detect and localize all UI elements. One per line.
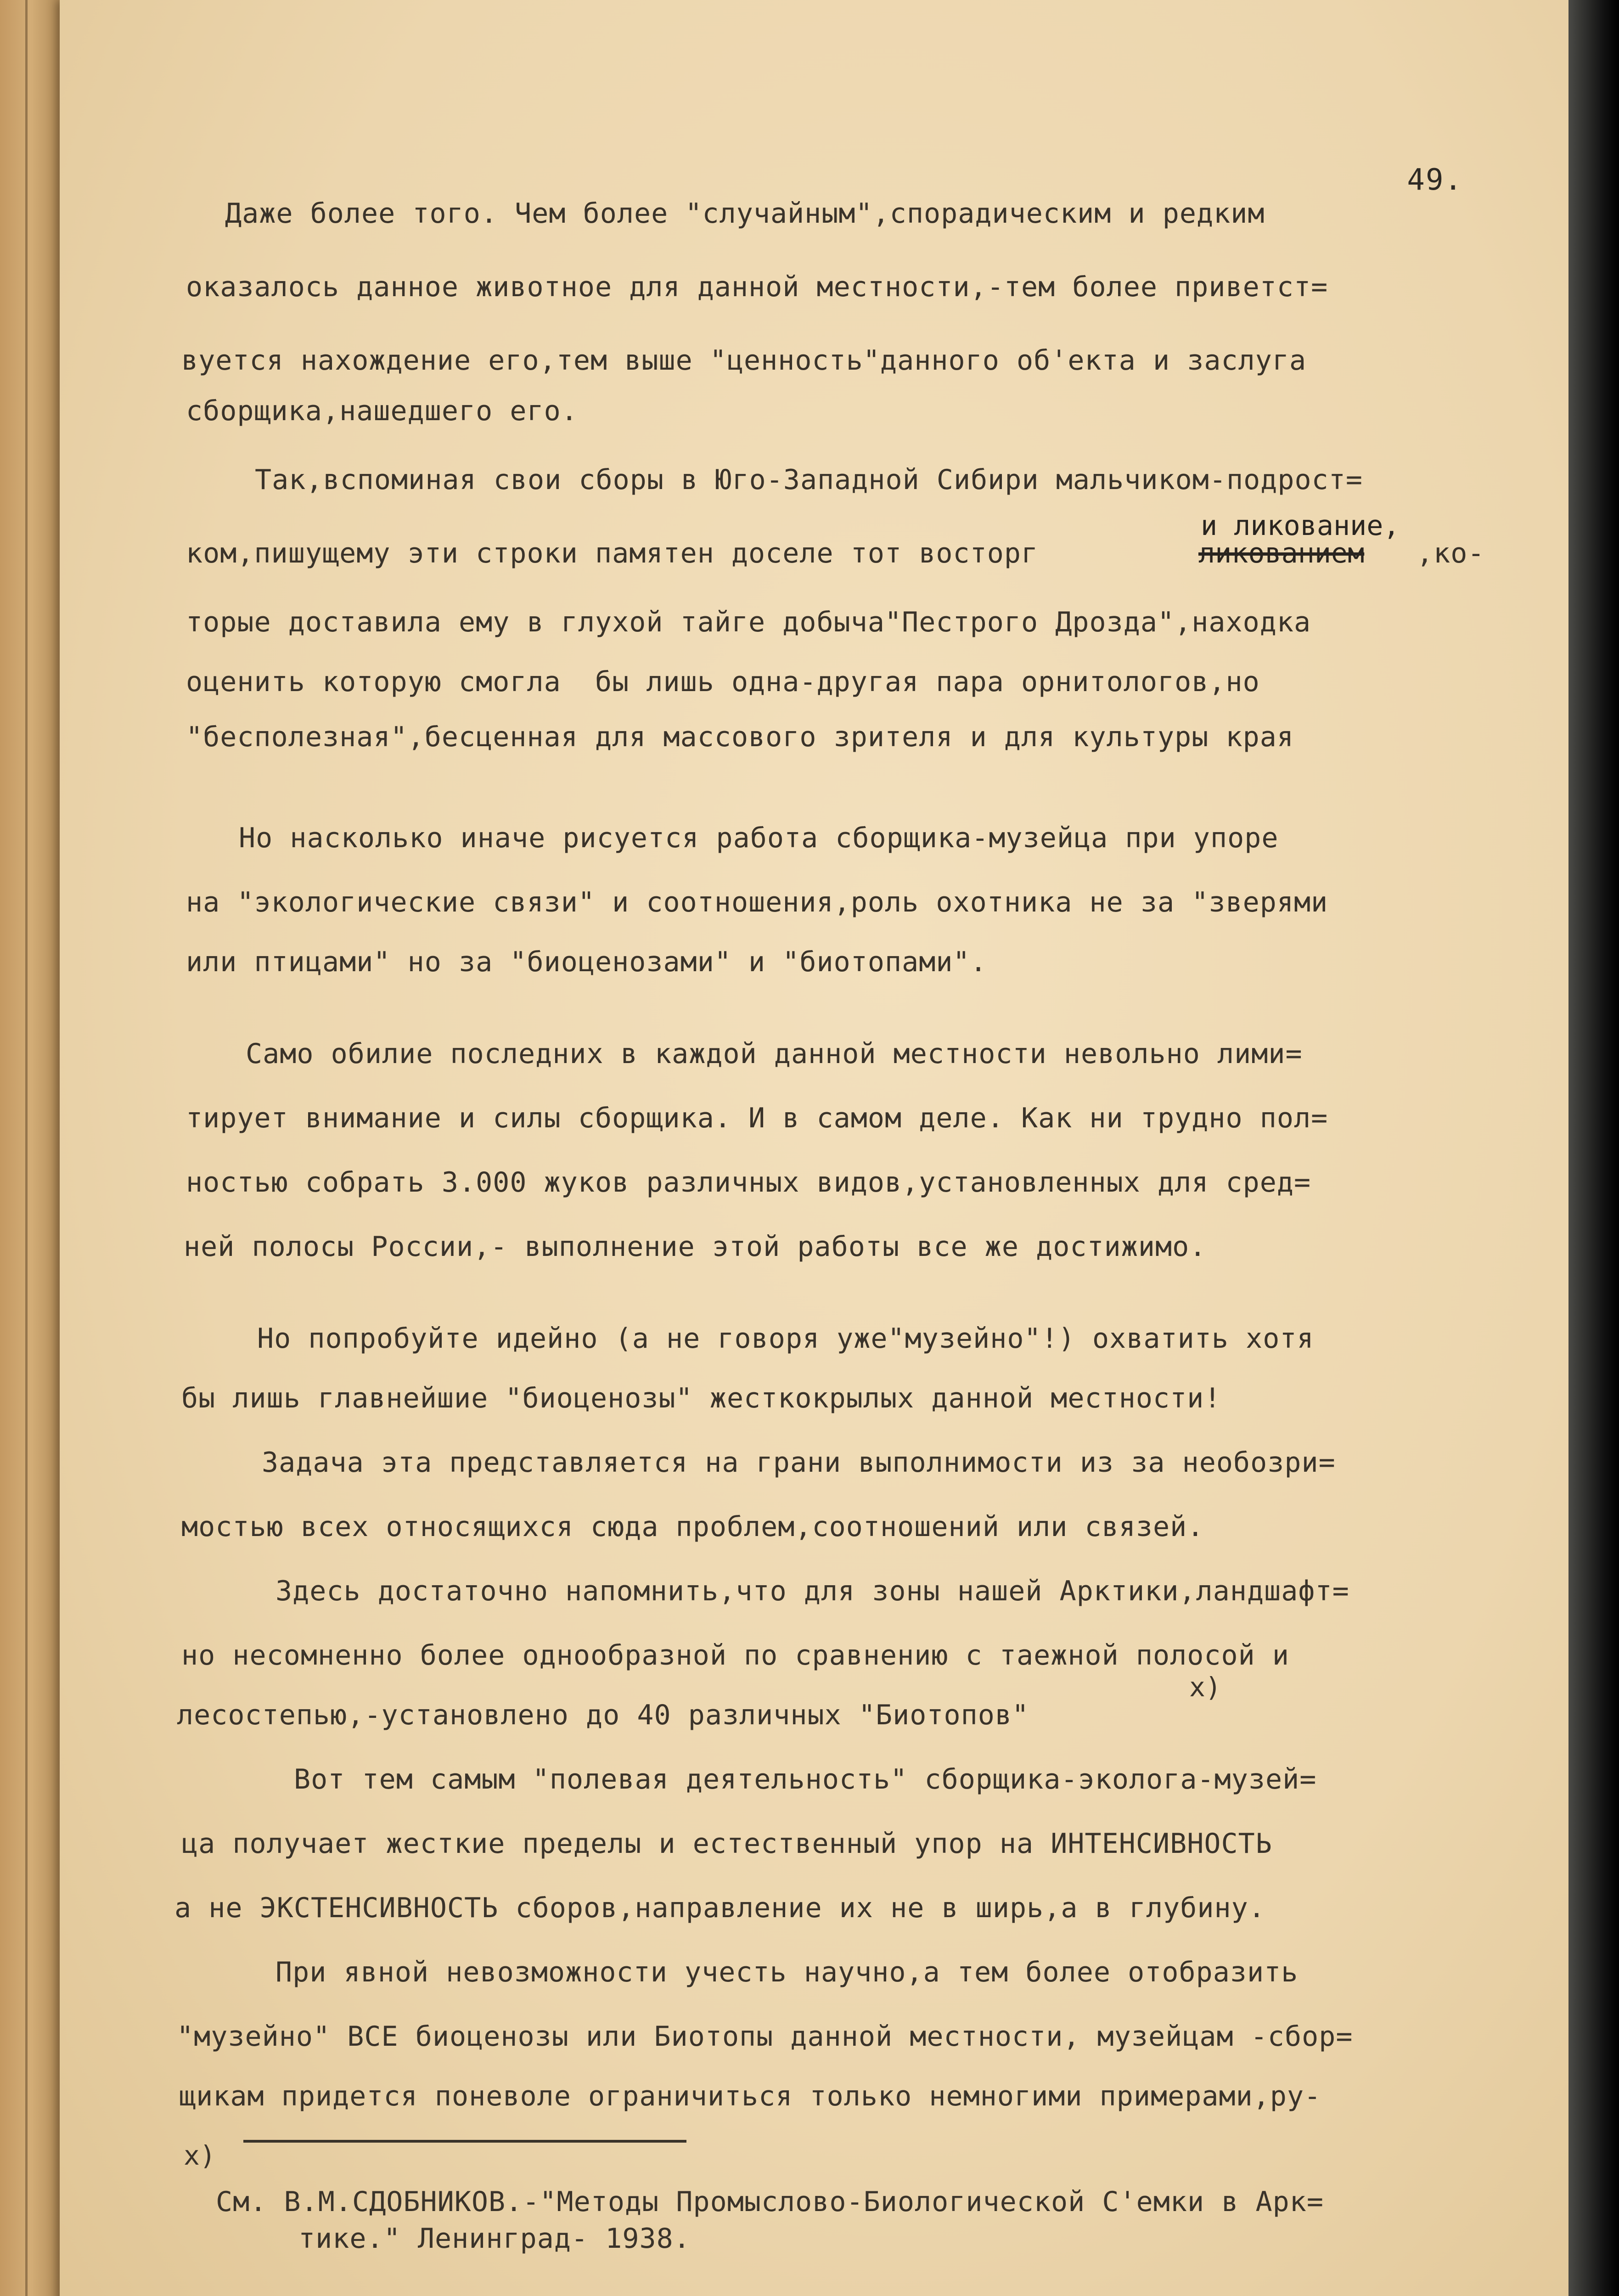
body-line: вуется нахождение его,тем выше "ценность"данного об'екта и заслуга [181, 344, 1307, 377]
binder-right-edge [1568, 0, 1619, 2296]
footnote-text: тике." Ленинград- 1938. [298, 2223, 691, 2255]
body-line: Но насколько иначе рисуется работа сборщика-музейца при упоре [239, 822, 1279, 854]
footnote-reference-mark: x) [1189, 1671, 1221, 1703]
body-line: ,ко- [1417, 537, 1485, 569]
binder-fold [25, 0, 28, 2296]
body-line: Здесь достаточно напомнить,что для зоны нашей Арктики,ландшафт= [275, 1575, 1349, 1607]
body-line: бы лишь главнейшие "биоценозы" жесткокрылых данной местности! [181, 1382, 1221, 1414]
body-line: Так,вспоминая свои сборы в Юго-Западной Сибири мальчиком-подрост= [255, 464, 1363, 496]
body-line: оказалось данное животное для данной местности,-тем более приветст= [186, 271, 1328, 303]
footnote-separator [243, 2140, 686, 2143]
body-line: Вот тем самым "полевая деятельность" сборщика-эколога-музей= [294, 1763, 1317, 1795]
struck-out-word: ликованием [1198, 537, 1365, 569]
body-line: оценить которую смогла бы лишь одна-другая пара орнитологов,но [186, 666, 1260, 698]
body-line: "бесполезная",бесценная для массового зрителя и для культуры края [186, 721, 1294, 753]
body-line: Задача эта представляется на грани выполнимости из за необозри= [262, 1446, 1336, 1479]
footnote-text: См. В.М.СДОБНИКОВ.-"Методы Промыслово-Биологической С'емки в Арк= [216, 2186, 1324, 2218]
handwritten-insertion: и ликование, [1201, 510, 1400, 542]
body-line: ней полосы России,- выполнение этой работы все же достижимо. [184, 1231, 1207, 1263]
binder-left-edge [0, 0, 69, 2296]
footnote-mark: x) [184, 2140, 216, 2171]
body-line: Но попробуйте идейно (а не говоря уже"музейно"!) охватить хотя [257, 1322, 1314, 1355]
body-line: на "экологические связи" и соотношения,роль охотника не за "зверями [186, 886, 1328, 918]
body-line: Даже более того. Чем более "случайным",спорадическим и редким [225, 197, 1265, 230]
body-line: или птицами" но за "биоценозами" и "биотопами". [186, 946, 987, 978]
body-line: а не ЭКСТЕНСИВНОСТЬ сборов,направление их не в ширь,а в глубину. [174, 1892, 1265, 1924]
page-number: 49. [1407, 163, 1463, 197]
body-line: ком,пишущему эти строки памятен доселе тот восторг [186, 537, 1039, 569]
body-line: тирует внимание и силы сборщика. И в самом деле. Как ни трудно пол= [186, 1102, 1328, 1134]
body-line: ца получает жесткие пределы и естественный упор на ИНТЕНСИВНОСТЬ [181, 1828, 1272, 1860]
body-line: "музейно" ВСЕ биоценозы или Биотопы данной местности, музейцам -сбор= [177, 2020, 1353, 2053]
body-line: но несомненно более однообразной по сравнению с таежной полосой и [181, 1639, 1289, 1671]
body-line: При явной невозможности учесть научно,а тем более отобразить [275, 1956, 1299, 1988]
body-line: Само обилие последних в каждой данной местности невольно лими= [246, 1038, 1303, 1070]
body-line: торые доставила ему в глухой тайге добыча"Пестрого Дрозда",находка [186, 606, 1311, 638]
body-line: мостью всех относящихся сюда проблем,соотношений или связей. [181, 1511, 1204, 1543]
body-line: лесостепью,-установлено до 40 различных "Биотопов" [177, 1699, 1029, 1731]
body-line: сборщика,нашедшего его. [186, 395, 578, 427]
body-line: ностью собрать 3.000 жуков различных видов,установленных для сред= [186, 1166, 1311, 1199]
body-line: щикам придется поневоле ограничиться только немногими примерами,ру- [179, 2080, 1321, 2112]
